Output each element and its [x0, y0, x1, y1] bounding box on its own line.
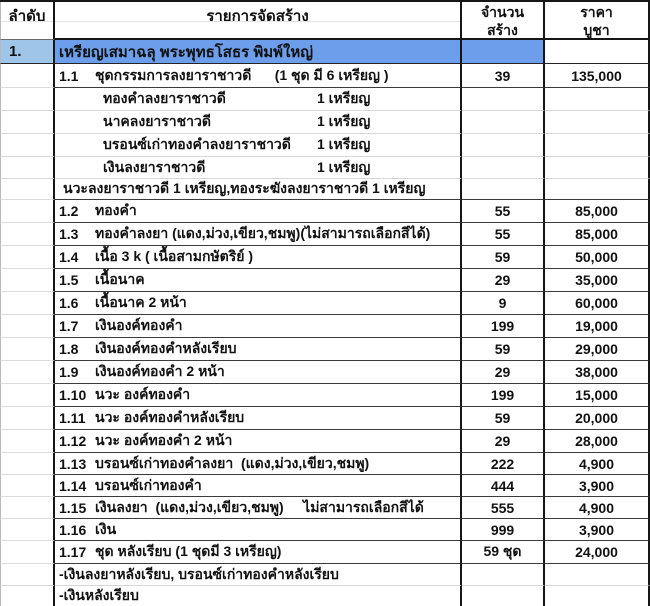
order-cell: [0, 292, 55, 315]
order-cell: [0, 361, 55, 384]
item-row: [0, 519, 650, 541]
quantity-value: 55: [462, 223, 545, 246]
price-value: 4,900: [545, 453, 650, 475]
item-label: นวะ องค์ทองคำหลังเรียบ: [95, 409, 245, 425]
quantity-value: 39: [462, 64, 545, 88]
item-row: [0, 541, 650, 564]
item-number: 1.10: [59, 387, 87, 403]
item-cell: [55, 246, 462, 269]
order-cell: [0, 269, 55, 292]
quantity-value: [462, 179, 545, 200]
col-header-quantity: [462, 2, 545, 40]
order-cell: [0, 338, 55, 361]
item-row: [0, 475, 650, 497]
order-cell: [0, 223, 55, 246]
item-row: [0, 200, 650, 223]
col-header-price-line2: บูชา: [583, 22, 610, 38]
item-label: ทองคำลงยาราชาวดี: [103, 90, 226, 106]
item-label: เนื้อนาค 2 หน้า: [95, 294, 187, 310]
quantity-value: [462, 134, 545, 157]
item-number: 1.9: [59, 364, 79, 380]
col-header-item-label: รายการจัดสร้าง: [206, 8, 309, 25]
col-header-order: [0, 2, 55, 40]
item-label: เงิน: [95, 520, 117, 537]
price-value: 38,000: [545, 361, 650, 384]
item-number: 1.3: [59, 226, 79, 242]
item-row: [0, 223, 650, 246]
order-cell: [0, 541, 55, 564]
item-row: [0, 407, 650, 430]
quantity-value: [462, 564, 545, 586]
item-number: 1.15: [59, 499, 87, 516]
item-cell: [55, 315, 462, 338]
item-label: เนื้อนาค: [95, 271, 145, 287]
item-cell: [55, 179, 462, 200]
item-number: 1.6: [59, 295, 79, 311]
sub-item-count: 1 เหรียญ: [317, 158, 371, 175]
col-header-price: [545, 2, 650, 40]
price-value: 4,900: [545, 497, 650, 519]
order-cell: [0, 475, 55, 497]
quantity-value: [462, 40, 545, 64]
quantity-value: 59: [462, 246, 545, 269]
quantity-value: 199: [462, 315, 545, 338]
item-number: 1.13: [59, 455, 87, 472]
price-value: 135,000: [545, 64, 650, 88]
item-row: [0, 269, 650, 292]
sub-item-row: [0, 179, 650, 200]
quantity-value: 999: [462, 519, 545, 541]
item-label: เงินองค์ทองคำ: [95, 317, 183, 333]
item-label: ทองคำลงยา (แดง,ม่วง,เขียว,ชมพู)(ไม่สามารถเลือกสีได้): [95, 225, 431, 241]
price-value: [545, 586, 650, 606]
quantity-value: 59: [462, 407, 545, 430]
item-row: [0, 338, 650, 361]
item-label: เงินองค์ทองคำ 2 หน้า: [95, 363, 225, 379]
order-cell: [0, 519, 55, 541]
item-cell: [55, 564, 462, 586]
order-cell: [0, 453, 55, 475]
price-value: 85,000: [545, 200, 650, 223]
item-cell: [55, 157, 462, 179]
item-label: เงินลงยา (แดง,ม่วง,เขียว,ชมพู) ไม่สามารถเลือกสีได้: [95, 498, 424, 515]
sub-item-row: [0, 157, 650, 179]
item-row: [0, 292, 650, 315]
item-label: -เงินหลังเรียบ: [59, 587, 139, 603]
quantity-value: 222: [462, 453, 545, 475]
item-cell: [55, 541, 462, 564]
item-number: 1.7: [59, 318, 79, 334]
order-cell: [0, 497, 55, 519]
quantity-value: 29: [462, 269, 545, 292]
order-cell: [0, 111, 55, 134]
item-cell: [55, 586, 462, 606]
order-cell: [0, 64, 55, 88]
item-label: นวะ องค์ทองคำ: [95, 386, 191, 402]
item-number: 1.16: [59, 521, 87, 538]
item-cell: [55, 338, 462, 361]
order-cell: [0, 200, 55, 223]
item-label: เงินลงยาราชาวดี: [103, 158, 206, 175]
order-cell: [0, 384, 55, 407]
item-cell: [55, 223, 462, 246]
price-value: 20,000: [545, 407, 650, 430]
note-row: [0, 586, 650, 606]
price-value: 19,000: [545, 315, 650, 338]
price-value: 50,000: [545, 246, 650, 269]
item-cell: [55, 361, 462, 384]
quantity-value: 59: [462, 338, 545, 361]
sub-item-row: [0, 111, 650, 134]
item-row: [0, 361, 650, 384]
sub-item-count: 1 เหรียญ: [317, 113, 371, 129]
order-cell: [0, 586, 55, 606]
order-cell: [0, 564, 55, 586]
sub-item-row: [0, 134, 650, 157]
item-number: 1.12: [59, 433, 87, 449]
col-header-quantity-line2: สร้าง: [487, 22, 518, 38]
price-value: [545, 40, 650, 64]
quantity-value: [462, 88, 545, 111]
item-cell: [55, 64, 462, 88]
price-value: [545, 88, 650, 111]
item-row: [0, 430, 650, 453]
item-cell: [55, 88, 462, 111]
col-header-order-label: ลำดับ: [8, 8, 46, 25]
item-label: เนื้อ 3 k ( เนื้อสามกษัตริย์ ): [95, 248, 254, 264]
order-cell: [0, 179, 55, 200]
item-number: 1.2: [59, 203, 79, 219]
note-row: [0, 564, 650, 586]
order-cell: [0, 88, 55, 111]
item-label: บรอนซ์เก่าทองคำ: [95, 476, 202, 493]
price-value: 35,000: [545, 269, 650, 292]
item-cell: [55, 475, 462, 497]
col-header-item: [55, 2, 462, 40]
sub-item-count: 1 เหรียญ: [317, 90, 371, 106]
price-value: 60,000: [545, 292, 650, 315]
item-cell: [55, 497, 462, 519]
item-number: 1.5: [59, 272, 79, 288]
item-label: นวะ องค์ทองคำ 2 หน้า: [95, 432, 233, 448]
item-label: นวะลงยาราชาวดี 1 เหรียญ,ทองระฆังลงยาราชาวดี 1 เหรียญ: [63, 180, 426, 196]
order-cell: [0, 315, 55, 338]
price-value: [545, 157, 650, 179]
item-number: 1.14: [59, 477, 87, 494]
quantity-value: 29: [462, 361, 545, 384]
order-cell: [0, 246, 55, 269]
item-label: บรอนซ์เก่าทองคำลงยาราชาวดี: [103, 136, 295, 152]
quantity-value: 444: [462, 475, 545, 497]
col-header-quantity-line1: จำนวน: [480, 4, 525, 20]
quantity-value: 29: [462, 430, 545, 453]
item-label: ทองคำ: [95, 202, 137, 218]
item-cell: [55, 519, 462, 541]
order-cell: 1.: [0, 40, 55, 64]
price-value: [545, 179, 650, 200]
quantity-value: [462, 586, 545, 606]
price-value: 15,000: [545, 384, 650, 407]
item-row: [0, 246, 650, 269]
price-value: [545, 134, 650, 157]
order-cell: [0, 430, 55, 453]
item-cell: [55, 292, 462, 315]
section-row: [0, 40, 650, 64]
quantity-value: 9: [462, 292, 545, 315]
item-cell: [55, 384, 462, 407]
item-cell: [55, 453, 462, 475]
quantity-value: 59 ชุด: [462, 541, 545, 564]
price-value: 24,000: [545, 541, 650, 564]
item-number: 1.4: [59, 249, 79, 265]
price-value: [545, 111, 650, 134]
order-cell: [0, 134, 55, 157]
item-label: ชุดกรรมการลงยาราชาวดี (1 ชุด มี 6 เหรียญ ): [95, 66, 389, 83]
item-row: [0, 64, 650, 88]
item-number: 1.11: [59, 410, 86, 426]
header-row: [0, 2, 650, 40]
item-cell: [55, 111, 462, 134]
order-cell: [0, 407, 55, 430]
item-label: นาคลงยาราชาวดี: [103, 113, 211, 129]
item-cell: [55, 134, 462, 157]
item-number: 1.17: [59, 544, 87, 560]
item-row: [0, 453, 650, 475]
item-label: บรอนซ์เก่าทองคำลงยา (แดง,ม่วง,เขียว,ชมพู): [95, 454, 370, 471]
item-cell: [55, 200, 462, 223]
quantity-value: 55: [462, 200, 545, 223]
price-value: 29,000: [545, 338, 650, 361]
price-value: 3,900: [545, 519, 650, 541]
price-value: 28,000: [545, 430, 650, 453]
price-value: 3,900: [545, 475, 650, 497]
item-number: 1.8: [59, 341, 79, 357]
quantity-value: 555: [462, 497, 545, 519]
price-value: 85,000: [545, 223, 650, 246]
item-cell: [55, 407, 462, 430]
item-row: [0, 497, 650, 519]
price-value: [545, 564, 650, 586]
item-row: [0, 315, 650, 338]
quantity-value: [462, 157, 545, 179]
item-label: -เงินลงยาหลังเรียบ, บรอนซ์เก่าทองคำหลังเรียบ: [59, 565, 339, 582]
table-body: [0, 40, 650, 606]
item-cell: [55, 269, 462, 292]
item-cell: [55, 40, 462, 64]
item-row: [0, 384, 650, 407]
item-label: เงินองค์ทองคำหลังเรียบ: [95, 340, 237, 356]
item-cell: [55, 430, 462, 453]
section-title: เหรียญเสมาฉลุ พระพุทธโสธร พิมพ์ใหญ่: [59, 43, 313, 61]
quantity-value: 199: [462, 384, 545, 407]
item-number: 1.1: [59, 67, 79, 84]
sub-item-row: [0, 88, 650, 111]
item-label: ชุด หลังเรียบ (1 ชุดมี 3 เหรียญ): [95, 543, 282, 559]
col-header-price-line1: ราคา: [580, 4, 613, 20]
quantity-value: [462, 111, 545, 134]
sub-item-count: 1 เหรียญ: [317, 136, 371, 152]
order-cell: [0, 157, 55, 179]
